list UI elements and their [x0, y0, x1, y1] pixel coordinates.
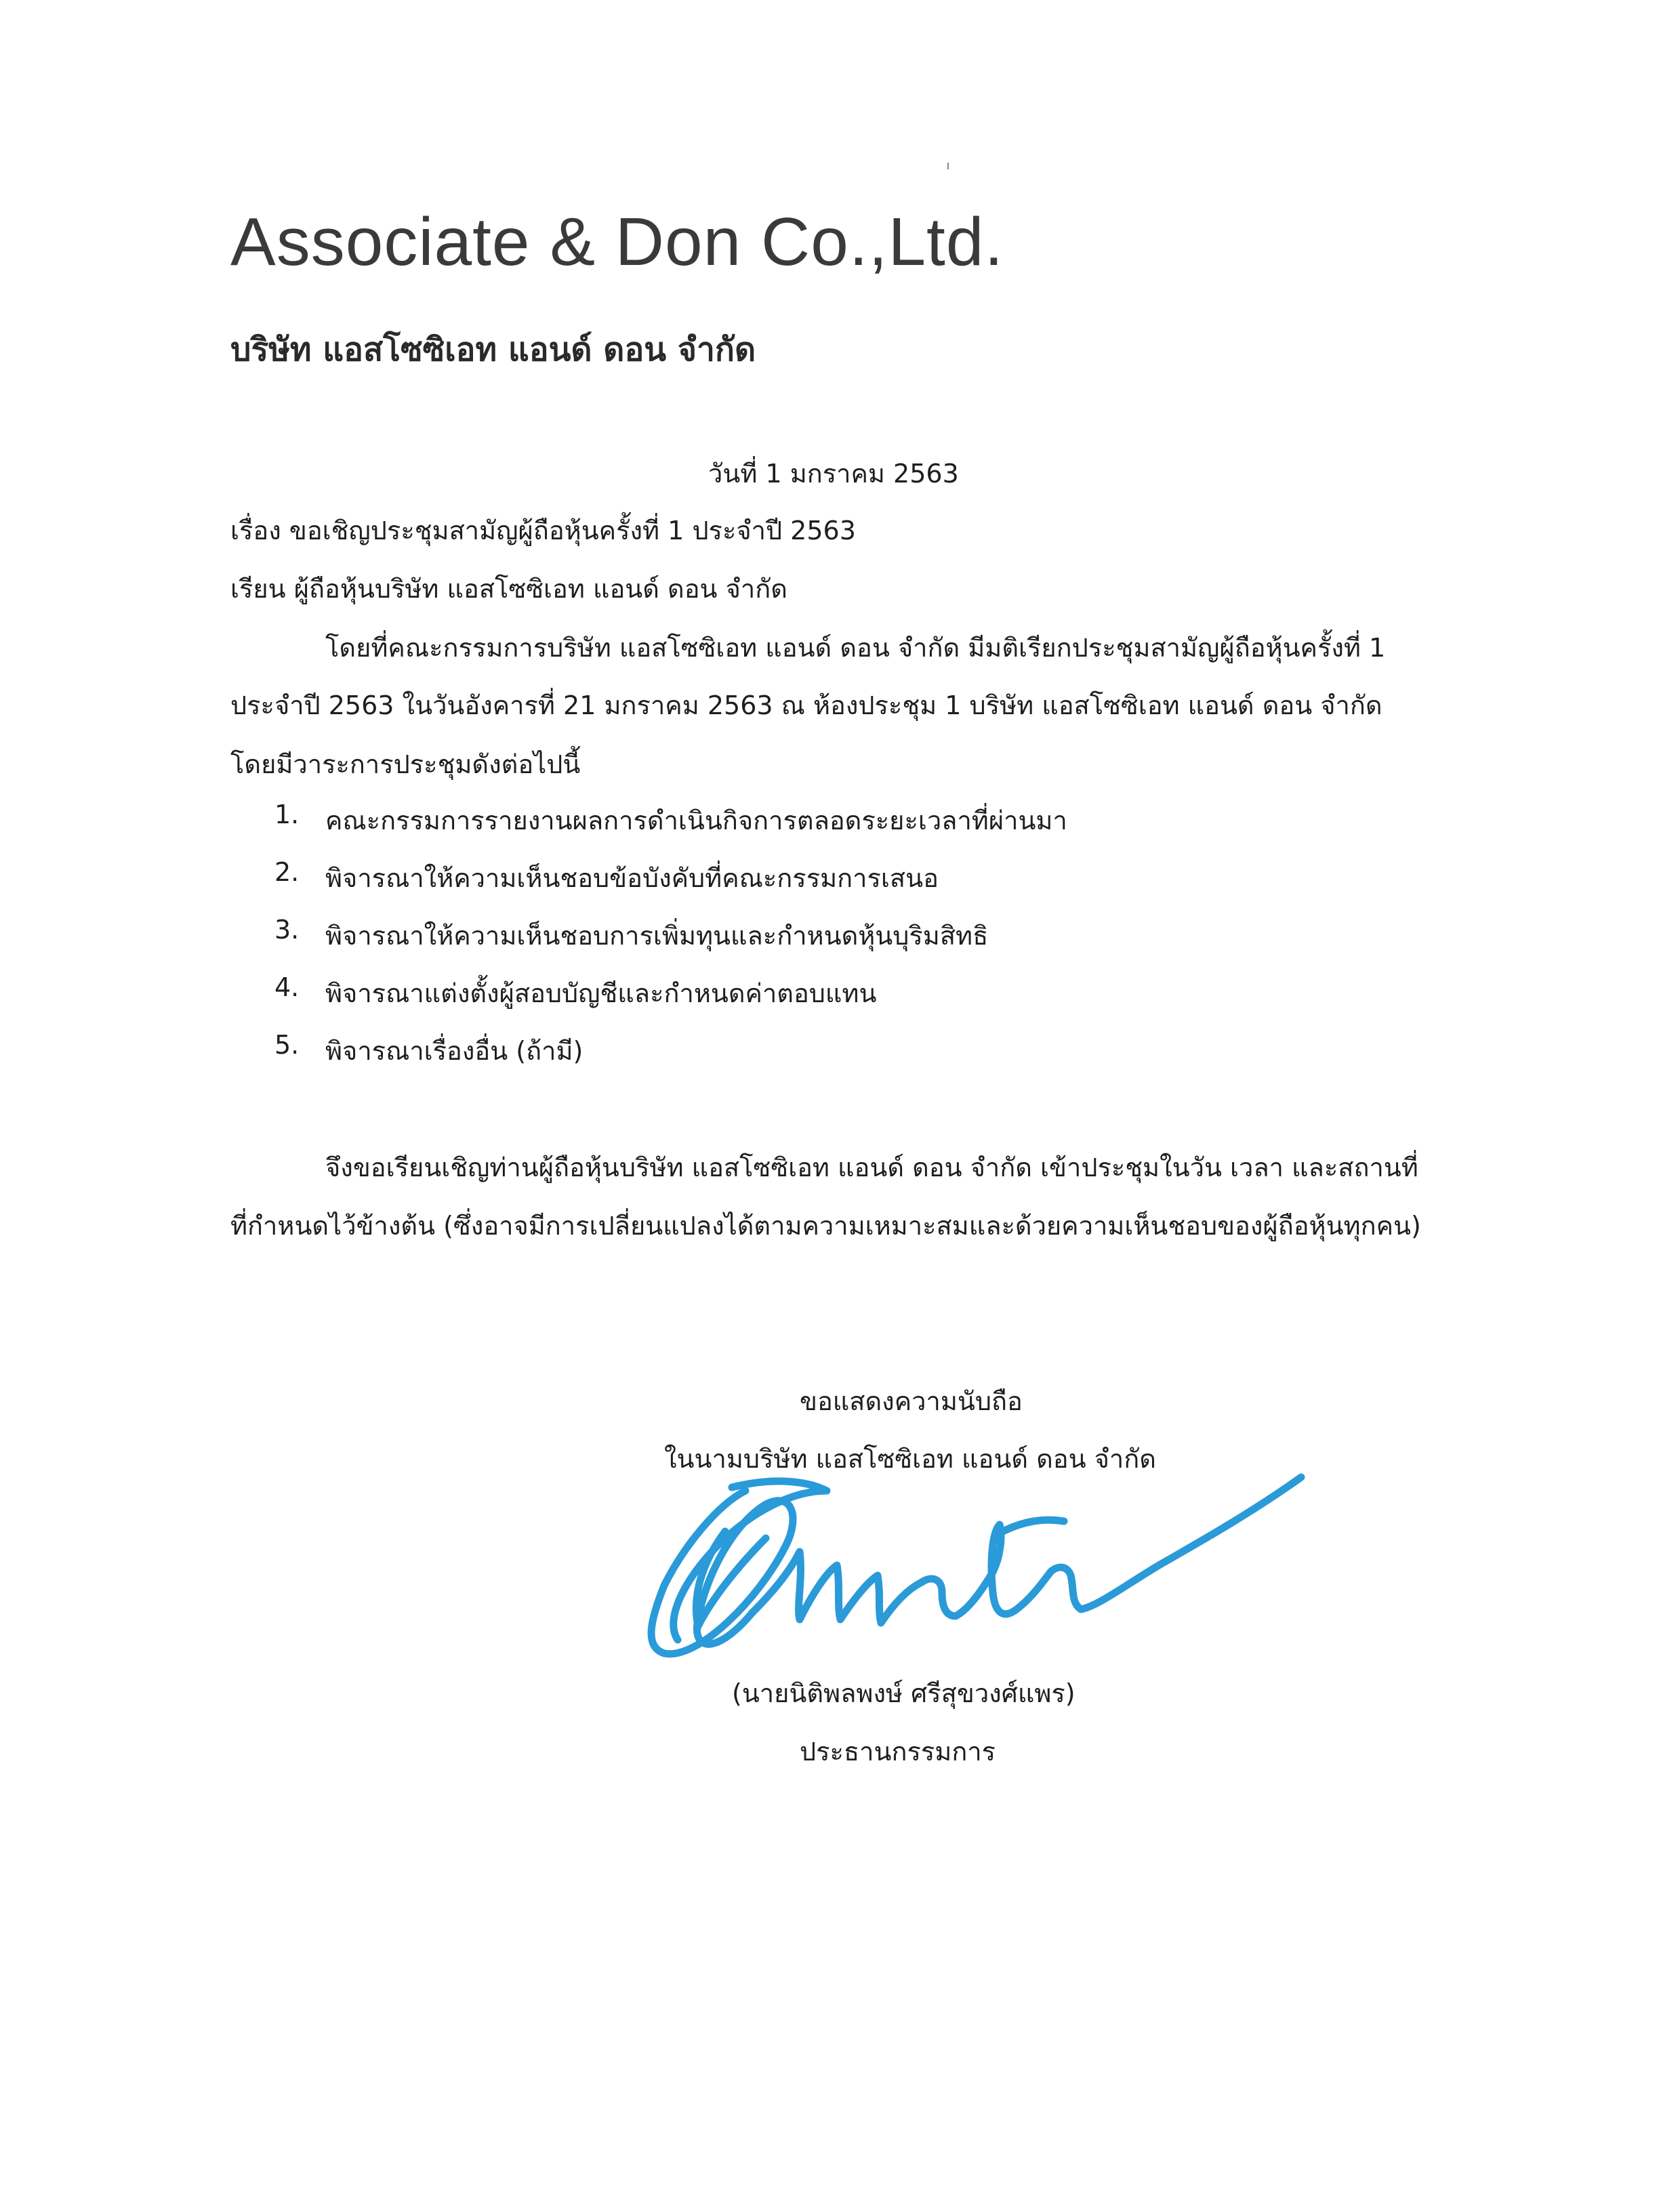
on-behalf-line: ในนามบริษัท แอสโซซิเอท แอนด์ ดอน จำกัด: [664, 1444, 1156, 1474]
scan-mark: [947, 163, 949, 169]
agenda-item-number: 5.: [274, 1030, 300, 1060]
signer-name: (นายนิติพลพงษ์ ศรีสุขวงศ์แพร): [732, 1678, 1075, 1708]
agenda-item: [274, 972, 1067, 1030]
agenda-item: [274, 857, 1067, 915]
company-name-en: Associate & Don Co.,Ltd.: [230, 204, 1004, 280]
closing-salutation: ขอแสดงความนับถือ: [800, 1386, 1023, 1416]
intro-line-1: โดยที่คณะกรรมการบริษัท แอสโซซิเอท แอนด์ ดอน จำกัด มีมติเรียกประชุมสามัญผู้ถือหุ้นครั้งที่ 1: [325, 633, 1386, 663]
agenda-item: [274, 915, 1067, 972]
agenda-list: [274, 800, 1067, 1088]
invitation-line-2: ที่กำหนดไว้ข้างต้น (ซึ่งอาจมีการเปลี่ยนแปลงได้ตามความเหมาะสมและด้วยความเห็นชอบของผู้ถือหุ้นทุกคน): [230, 1211, 1421, 1241]
agenda-item-text: พิจารณาแต่งตั้งผู้สอบบัญชีและกำหนดค่าตอบแทน: [325, 978, 877, 1008]
agenda-item-number: 3.: [274, 915, 300, 945]
agenda-item-text: พิจารณาเรื่องอื่น (ถ้ามี): [325, 1036, 583, 1066]
letter-subject: เรื่อง ขอเชิญประชุมสามัญผู้ถือหุ้นครั้งที่ 1 ประจำปี 2563: [230, 516, 856, 545]
agenda-item: [274, 800, 1067, 857]
agenda-item-number: 2.: [274, 857, 300, 887]
agenda-item-text: คณะกรรมการรายงานผลการดำเนินกิจการตลอดระยะเวลาที่ผ่านมา: [325, 806, 1067, 835]
handwritten-signature: [623, 1464, 1315, 1680]
agenda-item-text: พิจารณาให้ความเห็นชอบข้อบังคับที่คณะกรรมการเสนอ: [325, 863, 939, 893]
company-name-th: บริษัท แอสโซซิเอท แอนด์ ดอน จำกัด: [230, 331, 756, 369]
intro-line-3: โดยมีวาระการประชุมดังต่อไปนี้: [230, 749, 581, 779]
letter-recipient: เรียน ผู้ถือหุ้นบริษัท แอสโซซิเอท แอนด์ ดอน จำกัด: [230, 574, 787, 604]
agenda-item-text: พิจารณาให้ความเห็นชอบการเพิ่มทุนและกำหนดหุ้นบุริมสิทธิ: [325, 921, 989, 951]
invitation-line-1: จึงขอเรียนเชิญท่านผู้ถือหุ้นบริษัท แอสโซซิเอท แอนด์ ดอน จำกัด เข้าประชุมในวัน เวลา และสถานที่: [325, 1153, 1418, 1182]
intro-line-2: ประจำปี 2563 ในวันอังคารที่ 21 มกราคม 2563 ณ ห้องประชุม 1 บริษัท แอสโซซิเอท แอนด์ ดอน จำกัด: [230, 690, 1382, 720]
agenda-item: [274, 1030, 1067, 1088]
letter-date: วันที่ 1 มกราคม 2563: [708, 459, 959, 489]
agenda-item-number: 1.: [274, 800, 300, 829]
agenda-item-number: 4.: [274, 972, 300, 1002]
signer-title: ประธานกรรมการ: [800, 1737, 996, 1767]
